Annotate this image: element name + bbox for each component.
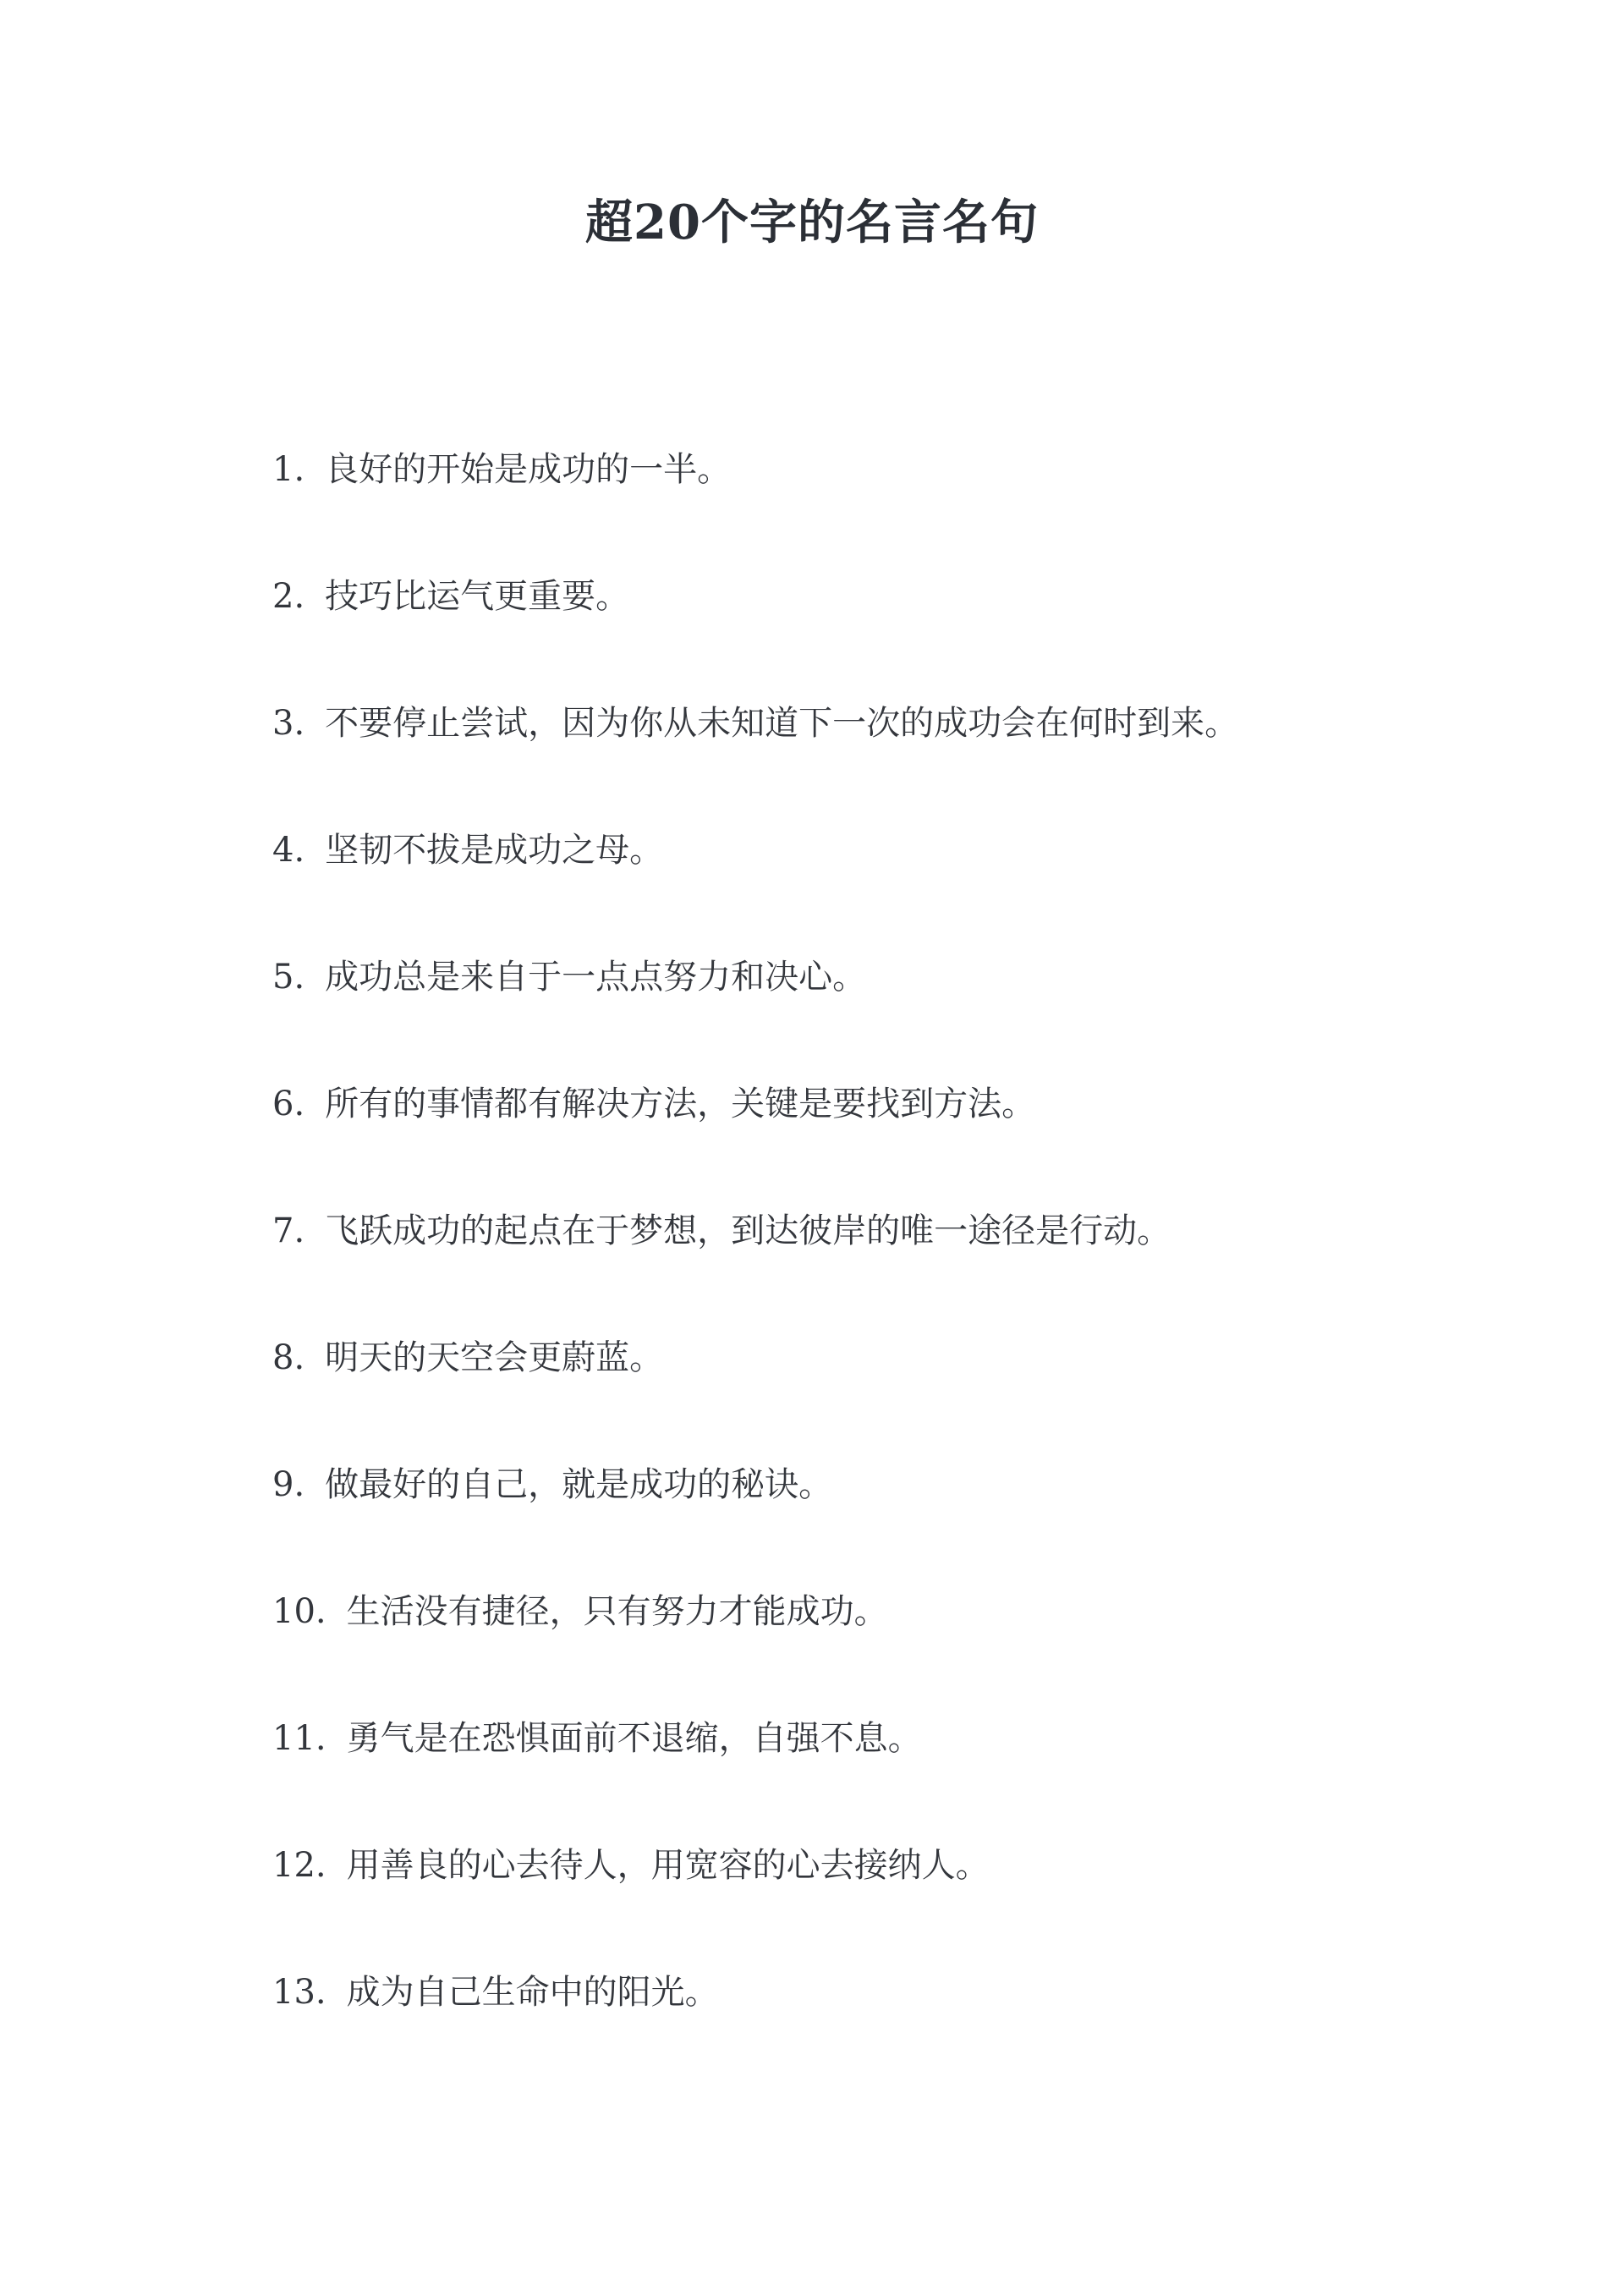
quote-number: 11. <box>272 1719 326 1758</box>
quote-text: 技巧比运气更重要。 <box>325 577 630 616</box>
quote-item-6 <box>272 1074 1541 1201</box>
quote-item-5 <box>272 948 1541 1074</box>
quote-text: 良好的开始是成功的一半。 <box>325 450 732 489</box>
quote-item-7 <box>272 1201 1541 1328</box>
quote-item-1 <box>272 440 1541 567</box>
quote-number: 3. <box>272 704 305 743</box>
quote-text: 所有的事情都有解决方法，关键是要找到方法。 <box>325 1085 1036 1123</box>
quote-text: 勇气是在恐惧面前不退缩，自强不息。 <box>346 1719 922 1758</box>
quote-number: 12. <box>272 1846 326 1885</box>
quote-item-3 <box>272 694 1541 821</box>
quote-number: 13. <box>272 1973 326 2012</box>
quote-item-8 <box>272 1328 1541 1455</box>
quote-item-13 <box>272 1963 1541 2090</box>
quote-item-10 <box>272 1582 1541 1709</box>
quote-number: 4. <box>272 831 305 870</box>
quote-text: 明天的天空会更蔚蓝。 <box>325 1338 664 1377</box>
quote-number: 8. <box>272 1338 305 1377</box>
quote-text: 用善良的心去待人，用宽容的心去接纳人。 <box>346 1846 990 1885</box>
quote-number: 10. <box>272 1592 326 1631</box>
quote-item-11 <box>272 1709 1541 1836</box>
quote-list <box>272 440 1541 2090</box>
quote-text: 做最好的自己，就是成功的秘诀。 <box>325 1465 833 1504</box>
quote-number: 1. <box>272 450 305 489</box>
quote-text: 成为自己生命中的阳光。 <box>346 1973 719 2012</box>
quote-number: 9. <box>272 1465 305 1504</box>
quote-text: 生活没有捷径，只有努力才能成功。 <box>346 1592 888 1631</box>
quote-number: 7. <box>272 1211 305 1250</box>
quote-text: 坚韧不拔是成功之母。 <box>325 831 664 870</box>
quote-item-2 <box>272 567 1541 694</box>
quote-item-12 <box>272 1836 1541 1963</box>
quote-number: 6. <box>272 1085 305 1123</box>
quote-number: 5. <box>272 958 305 997</box>
quote-item-9 <box>272 1455 1541 1582</box>
quote-number: 2. <box>272 577 305 616</box>
quote-item-4 <box>272 821 1541 948</box>
quote-text: 成功总是来自于一点点努力和决心。 <box>325 958 867 997</box>
page-title: 超20个字的名言名句 <box>585 195 1039 250</box>
quote-text: 飞跃成功的起点在于梦想，到达彼岸的唯一途径是行动。 <box>325 1211 1171 1250</box>
quote-text: 不要停止尝试，因为你从未知道下一次的成功会在何时到来。 <box>325 704 1239 743</box>
